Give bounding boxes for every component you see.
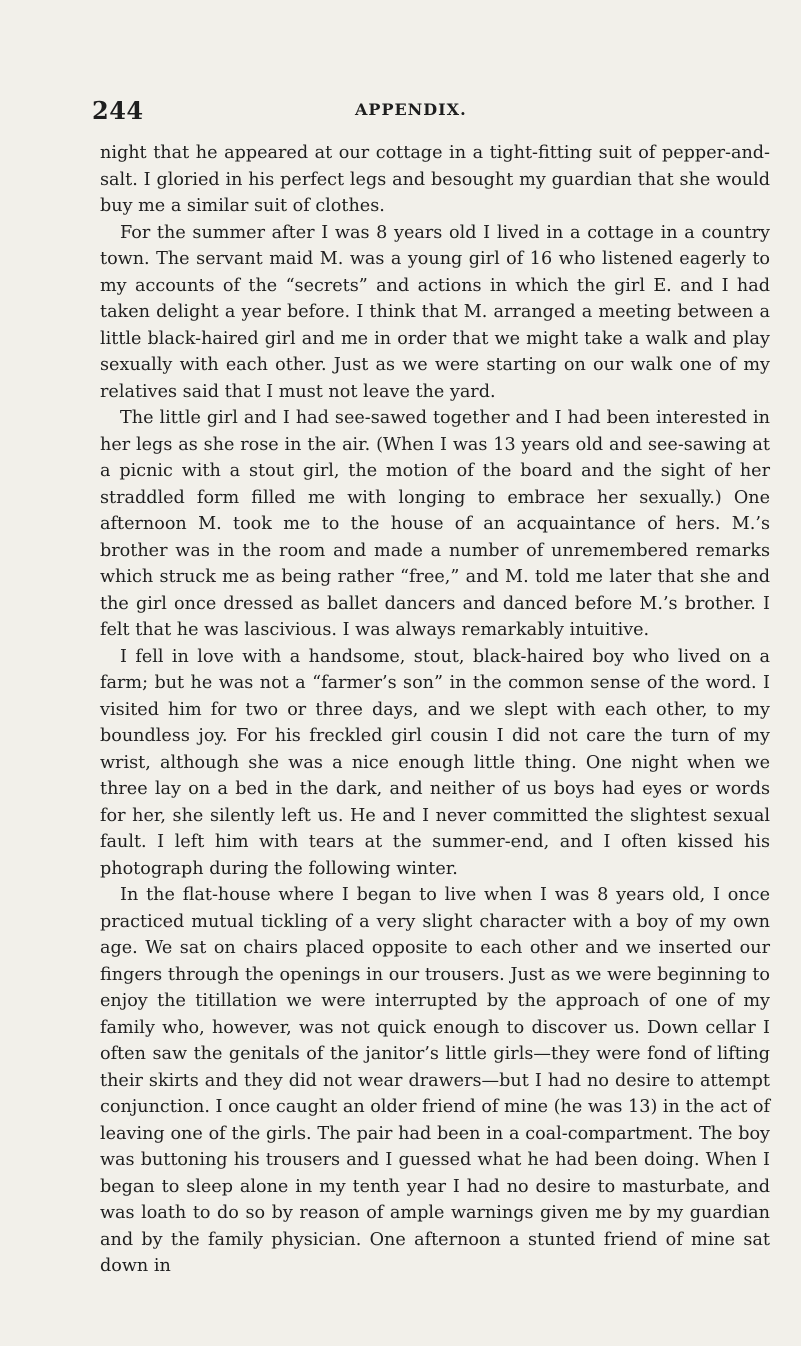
paragraph: For the summer after I was 8 years old I lived in a cottage in a country town. The servant maid M. was a young girl of 16 who listened eagerly to my accounts of the “secrets” and actions in which the girl E. and I had taken delight a year before. I think that M. arranged a meeting between a little black-haired girl and me in order that we might take a walk and play sexually with each other. Just as we were starting on our walk one of my relatives said that I must not leave the yard. [100,222,770,402]
paragraph: I fell in love with a handsome, stout, black-haired boy who lived on a farm; but he was not a “farmer’s son” in the common sense of the word. I visited him for two or three days, and we slept with each other, to my boundless joy. For his freckled girl cousin I did not care the turn of my wrist, although she was a nice enough little thing. One night when we three lay on a bed in the dark, and neither of us boys had eyes or words for her, she silently left us. He and I never committed the slightest sexual fault. I left him with tears at the summer-end, and I often kissed his photograph during the following winter. [100,646,770,879]
body-text [100,140,770,1280]
paragraph: night that he appeared at our cottage in a tight-fitting suit of pepper-and-salt. I gloried in his perfect legs and besought my guardian that she would buy me a similar suit of clothes. [100,143,770,216]
page-number: 244 [92,96,144,125]
page-header [92,96,712,136]
paragraph: In the flat-house where I began to live when I was 8 years old, I once practiced mutual tickling of a very slight character with a boy of my own age. We sat on chairs placed opposite to each other and we inserted our fingers through the openings in our trousers. Just as we were beginning to enjoy the titillation we were interrupted by the approach of one of my family who, however, was not quick enough to discover us. Down cellar I often saw the genitals of the janitor’s little girls—they were fond of lifting their skirts and they did not wear drawers—but I had no desire to attempt conjunction. I once caught an older friend of mine (he was 13) in the act of leaving one of the girls. The pair had been in a coal-compartment. The boy was buttoning his trousers and I guessed what he had been doing. When I began to sleep alone in my tenth year I had no desire to masturbate, and was loath to do so by reason of ample warnings given me by my guardian and by the family physician. One afternoon a stunted friend of mine sat down in [100,885,770,1276]
running-head: APPENDIX. [355,100,467,119]
paragraph: The little girl and I had see-sawed together and I had been interested in her legs as she rose in the air. (When I was 13 years old and see-sawing at a picnic with a stout girl, the motion of the board and the sight of her straddled form filled me with longing to embrace her sexually.) One afternoon M. took me to the house of an acquaintance of hers. M.’s brother was in the room and made a number of unremembered remarks which struck me as being rather “free,” and M. told me later that she and the girl once dressed as ballet dancers and danced before M.’s brother. I felt that he was lascivious. I was always remarkably intuitive. [100,408,770,640]
